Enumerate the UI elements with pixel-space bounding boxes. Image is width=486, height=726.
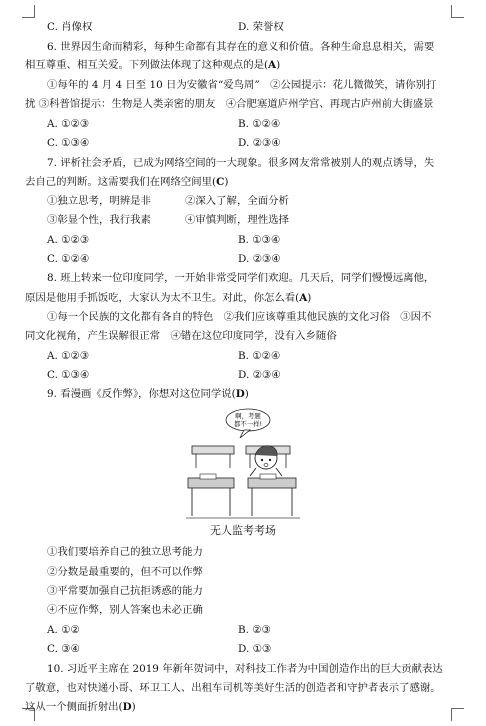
q9-answer: D bbox=[235, 388, 245, 400]
crop-mark-top-left bbox=[22, 5, 35, 18]
q7-choice-d: D. ②③④ bbox=[238, 253, 281, 265]
q10-stem-line1: 10. 习近平主席在 2019 年新年贺词中，对科技工作者为中国创造作出的巨大贡献表达 bbox=[47, 663, 443, 675]
q7-choice-b: B. ①③④ bbox=[238, 234, 281, 246]
q7-answer: C bbox=[216, 176, 225, 188]
q7-option-4: ④审慎判断，理性选择 bbox=[185, 214, 289, 226]
q8-options-line1: ①每一个民族的文化都有各自的特色 ②我们应该尊重其他民族的文化习俗 ③因不 bbox=[47, 311, 432, 323]
q9-option-1: ①我们要培养自己的独立思考能力 bbox=[47, 546, 203, 558]
q9-stem: 9. 看漫画《反作弊》，你想对这位同学说(D) bbox=[47, 388, 249, 400]
q7-choice-c: C. ①②④ bbox=[47, 253, 90, 265]
bubble-line2: 都不一样! bbox=[233, 420, 263, 428]
q7-option-1: ①独立思考，明辨是非 bbox=[47, 195, 151, 207]
q9-choice-c: C. ③④ bbox=[47, 643, 80, 655]
q7-option-3: ③彰显个性，我行我素 bbox=[47, 214, 151, 226]
q6-options-line2: 扰 ③科普馆提示：生物是人类亲密的朋友 ④合肥塞道庐州学宫、再现古庐州前大街盛景 bbox=[25, 98, 434, 110]
q9-option-4: ④不应作弊，别人答案也未必正确 bbox=[47, 604, 203, 616]
q6-answer: A bbox=[268, 59, 277, 71]
q8-choice-a: A. ①②③ bbox=[47, 350, 90, 362]
option-c: C. 肖像权 bbox=[47, 21, 93, 33]
q8-stem-line1: 8. 班上转来一位印度同学，一开始非常受同学们欢迎。几天后，同学们慢慢远离他， bbox=[47, 272, 435, 284]
cartoon-caption: 无人监考考场 bbox=[210, 524, 276, 537]
q9-option-3: ③平常要加强自己抗拒诱惑的能力 bbox=[47, 585, 203, 597]
q6-choice-d: D. ②③④ bbox=[238, 137, 281, 149]
q6-choice-a: A. ①②③ bbox=[47, 118, 90, 130]
q8-stem-line2: 原因是他用手抓饭吃，大家认为太不卫生。对此，你怎么看(A) bbox=[25, 292, 312, 304]
q8-answer: A bbox=[299, 292, 308, 304]
q8-options-line2: 同文化视角，产生误解很正常 ④错在这位印度同学，没有入乡随俗 bbox=[25, 330, 337, 342]
q7-stem-line1: 7. 评析社会矛盾，已成为网络空间的一大现象。很多网友常常被别人的观点诱导，失 bbox=[47, 157, 435, 169]
q6-options-line1: ①每年的 4 月 4 日至 10 日为安徽省“爱鸟周” ②公园提示：花儿微微笑，请你别打 bbox=[47, 79, 437, 91]
q9-choice-a: A. ①② bbox=[47, 624, 80, 636]
q10-stem-line2: 了敬意，也对快递小哥、环卫工人、出租车司机等美好生活的创造者和守护者表示了感谢。 bbox=[25, 682, 441, 694]
q8-choice-d: D. ②③④ bbox=[238, 369, 281, 381]
option-d: D. 荣誉权 bbox=[238, 21, 284, 33]
q6-choice-b: B. ①②④ bbox=[238, 118, 281, 130]
bubble-line1: 啊，考题 bbox=[235, 412, 261, 420]
q9-choice-d: D. ①③ bbox=[238, 643, 272, 655]
crop-mark-top-right bbox=[451, 5, 464, 18]
q8-choice-c: C. ①③④ bbox=[47, 369, 90, 381]
q6-stem-line1: 6. 世界因生命而精彩，每种生命都有其存在的意义和价值。各种生命息息相关，需要 bbox=[47, 41, 435, 53]
crop-mark-bottom-right bbox=[451, 708, 464, 721]
q8-choice-b: B. ①②④ bbox=[238, 350, 281, 362]
q6-stem-line2: 相互尊重、相互关爱。下列做法体现了这种观点的是(A) bbox=[25, 59, 281, 71]
q7-stem-line2: 去自己的判断。这需要我们在网络空间里(C) bbox=[25, 176, 229, 188]
q6-choice-c: C. ①③④ bbox=[47, 137, 90, 149]
q9-option-2: ②分数是最重要的，但不可以作弊 bbox=[47, 566, 203, 578]
q9-choice-b: B. ②③ bbox=[238, 624, 271, 636]
q7-choice-a: A. ①②③ bbox=[47, 234, 90, 246]
anti-cheating-cartoon bbox=[186, 408, 300, 530]
q10-answer: D bbox=[122, 701, 132, 713]
q7-option-2: ②深入了解，全面分析 bbox=[185, 195, 289, 207]
q10-stem-line3: 这从一个侧面折射出(D) bbox=[25, 701, 136, 713]
